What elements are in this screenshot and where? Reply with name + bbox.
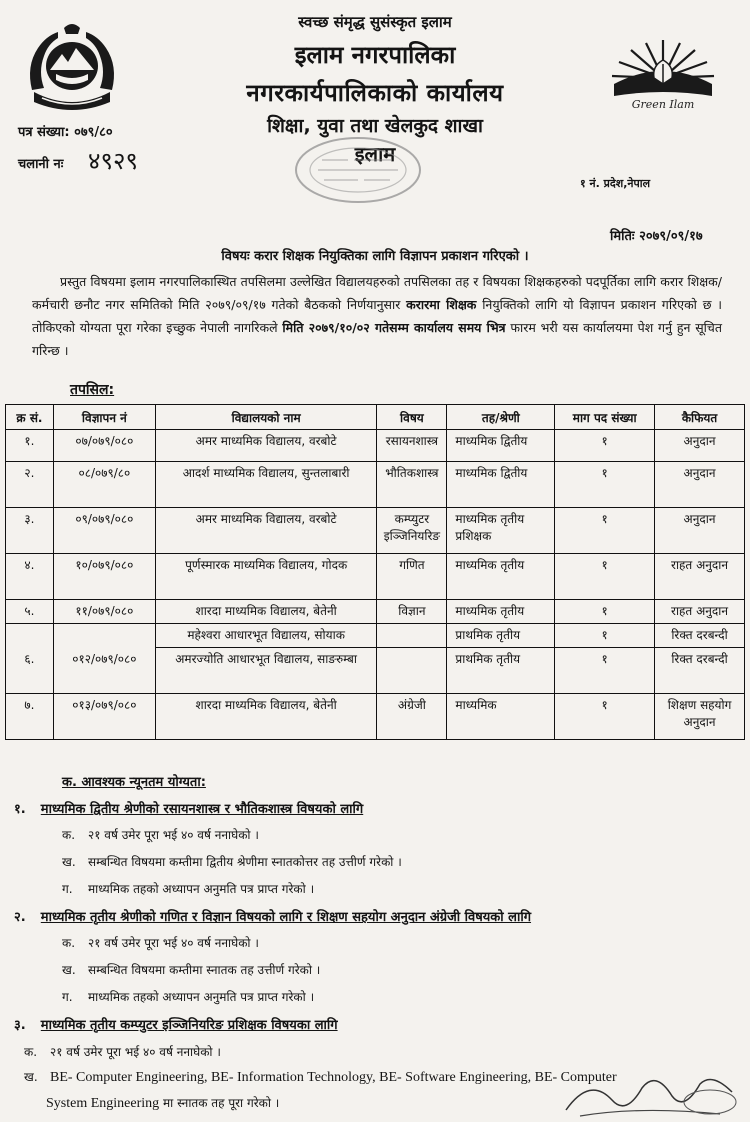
cell-subject [377, 648, 447, 694]
qualification-group-2 [14, 906, 531, 925]
item-text: २१ वर्ष उमेर पूरा भई ४० वर्ष ननाघेको । [88, 936, 259, 950]
group-title: माध्यमिक तृतीय श्रेणीको गणित र विज्ञान विषयको लागि र शिक्षण सहयोग अनुदान अंग्रेजी विषयको लागि [40, 910, 532, 925]
col-school: विद्यालयको नाम [155, 405, 377, 430]
item-text-ne: मा स्नातक तह पूरा गरेको । [159, 1096, 280, 1110]
tapasil-label: तपसिल: [70, 382, 115, 398]
cell-school: शारदा माध्यमिक विद्यालय, बेतेनी [155, 600, 377, 624]
cell-subject: भौतिकशास्त्र [377, 462, 447, 508]
cell-sn: ५. [6, 600, 54, 624]
qualification-group-3 [14, 1014, 338, 1033]
cell-demand: १ [555, 600, 655, 624]
group-number: ३. [14, 1018, 26, 1033]
subject-line: विषयः करार शिक्षक नियुक्तिका लागि विज्ञापन प्रकाशन गरिएको । [221, 249, 529, 264]
cell-remarks: राहत अनुदान [655, 600, 745, 624]
qualification-item [62, 853, 402, 870]
section-name: शिक्षा, युवा तथा खेलकुद शाखा [267, 115, 483, 137]
group-title: माध्यमिक द्वितीय श्रेणीको रसायनशास्त्र र भौतिकशास्त्र विषयको लागि [40, 802, 364, 817]
cell-school: आदर्श माध्यमिक विद्यालय, सुन्तलाबारी [155, 462, 377, 508]
group-number: २. [14, 910, 26, 925]
item-text: माध्यमिक तहको अध्यापन अनुमति पत्र प्राप्त गरेको । [88, 990, 315, 1004]
cell-subject: विज्ञान [377, 600, 447, 624]
item-text-en-2: System Engineering [46, 1096, 160, 1111]
col-demand: माग पद संख्या [555, 405, 655, 430]
table-row [6, 508, 745, 554]
nepal-emblem-icon [22, 18, 122, 118]
cell-school: अमर माध्यमिक विद्यालय, वरबोटे [155, 430, 377, 462]
group-number: १. [14, 802, 26, 817]
cell-school: महेश्वरा आधारभूत विद्यालय, सोयाक [155, 624, 377, 648]
item-label: क. [62, 936, 76, 950]
item-text: सम्बन्धित विषयमा कम्तीमा द्वितीय श्रेणीमा स्नातकोत्तर तह उत्तीर्ण गरेको । [88, 855, 402, 869]
cell-remarks: अनुदान [655, 508, 745, 554]
cell-ad: ०१३/०७९/०८० [53, 694, 155, 740]
col-subject: विषय [377, 405, 447, 430]
city-name: इलाम [354, 142, 396, 166]
cell-remarks: अनुदान [655, 430, 745, 462]
signature-icon [560, 1066, 745, 1122]
cell-school: शारदा माध्यमिक विद्यालय, बेतेनी [155, 694, 377, 740]
item-label: ख. [62, 963, 76, 977]
table-row [6, 462, 745, 508]
municipality-name: इलाम नगरपालिका [294, 41, 456, 69]
cell-level: माध्यमिक द्वितीय [447, 430, 555, 462]
cell-subject: अंग्रेजी [377, 694, 447, 740]
table-header-row [6, 405, 745, 430]
cell-ad: ०१२/०७९/०८० [53, 624, 155, 694]
patra-sankhya: पत्र संख्या: ०७९/८० [18, 125, 113, 140]
cell-demand: १ [555, 648, 655, 694]
cell-remarks: रिक्त दरबन्दी [655, 624, 745, 648]
cell-school: अमरज्योति आधारभूत विद्यालय, साङरुम्बा [155, 648, 377, 694]
chalani-label: चलानी नः [18, 157, 64, 172]
item-label: ख. [24, 1070, 38, 1084]
notice-body [32, 270, 722, 362]
qualification-group-1 [14, 798, 363, 817]
qualification-heading: क. आवश्यक न्यूनतम योग्यता: [62, 775, 206, 790]
header-tagline: स्वच्छ संमृद्ध सुसंस्कृत इलाम [298, 13, 452, 31]
col-level: तह/श्रेणी [447, 405, 555, 430]
cell-school: अमर माध्यमिक विद्यालय, वरबोटे [155, 508, 377, 554]
cell-level: प्राथमिक तृतीय [447, 624, 555, 648]
item-label: ग. [62, 882, 73, 896]
group-title: माध्यमिक तृतीय कम्प्युटर इञ्जिनियरिङ प्रशिक्षक विषयका लागि [40, 1018, 338, 1033]
province-label: १ नं. प्रदेश,नेपाल [580, 177, 651, 190]
cell-sn: ७. [6, 694, 54, 740]
cell-demand: १ [555, 554, 655, 600]
col-ad-no: विज्ञापन नं [53, 405, 155, 430]
item-text: २१ वर्ष उमेर पूरा भई ४० वर्ष ननाघेको । [50, 1045, 221, 1059]
cell-sn: ३. [6, 508, 54, 554]
qualification-item [24, 1043, 221, 1060]
col-remarks: कैफियत [655, 405, 745, 430]
qualification-item [62, 988, 314, 1005]
cell-subject: कम्प्युटर इञ्जिनियरिङ [377, 508, 447, 554]
cell-sn: ६. [6, 624, 54, 694]
vacancy-table [5, 404, 745, 740]
cell-level: माध्यमिक तृतीय [447, 600, 555, 624]
cell-level: माध्यमिक [447, 694, 555, 740]
item-text: सम्बन्धित विषयमा कम्तीमा स्नातक तह उत्तीर्ण गरेको । [88, 963, 321, 977]
table-row [6, 430, 745, 462]
cell-ad: ०९/०७९/०८० [53, 508, 155, 554]
cell-subject: रसायनशास्त्र [377, 430, 447, 462]
cell-subject: गणित [377, 554, 447, 600]
green-ilam-logo-text: Green Ilam [631, 98, 695, 111]
body-part-3: फारम भरी यस कार्यालयमा पेश गर्नु हुन सूचित गरिन्छ । [32, 320, 722, 358]
cell-ad: ११/०७९/०८० [53, 600, 155, 624]
qualification-item [62, 880, 314, 897]
qualification-item [62, 826, 259, 843]
cell-demand: १ [555, 508, 655, 554]
table-row [6, 624, 745, 648]
col-sn: क्र सं. [6, 405, 54, 430]
cell-remarks: रिक्त दरबन्दी [655, 648, 745, 694]
item-text: माध्यमिक तहको अध्यापन अनुमति पत्र प्राप्त गरेको । [88, 882, 315, 896]
cell-ad: १०/०७९/०८० [53, 554, 155, 600]
cell-level: प्राथमिक तृतीय [447, 648, 555, 694]
chalani-number: ४९२९ [88, 147, 138, 175]
qualification-item [62, 961, 320, 978]
cell-demand: १ [555, 430, 655, 462]
cell-remarks: अनुदान [655, 462, 745, 508]
item-label: ग. [62, 990, 73, 1004]
cell-demand: १ [555, 624, 655, 648]
body-part-1: प्रस्तुत विषयमा इलाम नगरपालिकास्थित तपसिलमा उल्लेखित विद्यालयहरुको तपसिलका तह र विषयका शिक्षकहरुको पदपूर्तिका लागि करार शिक्षक/कर्मचारी छनौट नगर समितिको मिति २०७९/०९/१७ गतेको बैठकको निर्णयानुसार [32, 274, 722, 312]
cell-ad: ०८/०७९/८० [53, 462, 155, 508]
body-bold-1: करारमा शिक्षक [406, 297, 477, 312]
item-label: ख. [62, 855, 76, 869]
qualification-item-cont [46, 1094, 279, 1112]
item-text-en: BE- Computer Engineering, BE- Information Technology, BE- Software Engineering, BE- Computer [50, 1070, 617, 1085]
cell-demand: १ [555, 462, 655, 508]
table-row [6, 694, 745, 740]
cell-sn: ४. [6, 554, 54, 600]
item-label: क. [62, 828, 76, 842]
cell-remarks: राहत अनुदान [655, 554, 745, 600]
body-bold-2: मिति २०७९/१०/०२ गतेसम्म कार्यालय समय भित्र [282, 320, 506, 335]
item-label: क. [24, 1045, 38, 1059]
cell-sn: २. [6, 462, 54, 508]
issue-date: मितिः २०७९/०९/१७ [610, 229, 703, 244]
cell-level: माध्यमिक द्वितीय [447, 462, 555, 508]
body-part-2: नियुक्तिको लागि यो विज्ञापन प्रकाशन गरिएको छ । तोकिएको योग्यता पूरा गरेका इच्छुक नेपाली नागरिकले [32, 297, 722, 335]
table-row [6, 600, 745, 624]
cell-level: माध्यमिक तृतीय प्रशिक्षक [447, 508, 555, 554]
cell-demand: १ [555, 694, 655, 740]
item-text: २१ वर्ष उमेर पूरा भई ४० वर्ष ननाघेको । [88, 828, 259, 842]
cell-school: पूर्णस्मारक माध्यमिक विद्यालय, गोदक [155, 554, 377, 600]
cell-ad: ०७/०७९/०८० [53, 430, 155, 462]
cell-sn: १. [6, 430, 54, 462]
office-stamp-icon [288, 130, 428, 208]
cell-level: माध्यमिक तृतीय [447, 554, 555, 600]
cell-subject [377, 624, 447, 648]
table-row [6, 554, 745, 600]
office-name: नगरकार्यपालिकाको कार्यालय [246, 79, 504, 107]
cell-remarks: शिक्षण सहयोग अनुदान [655, 694, 745, 740]
qualification-item [62, 934, 259, 951]
